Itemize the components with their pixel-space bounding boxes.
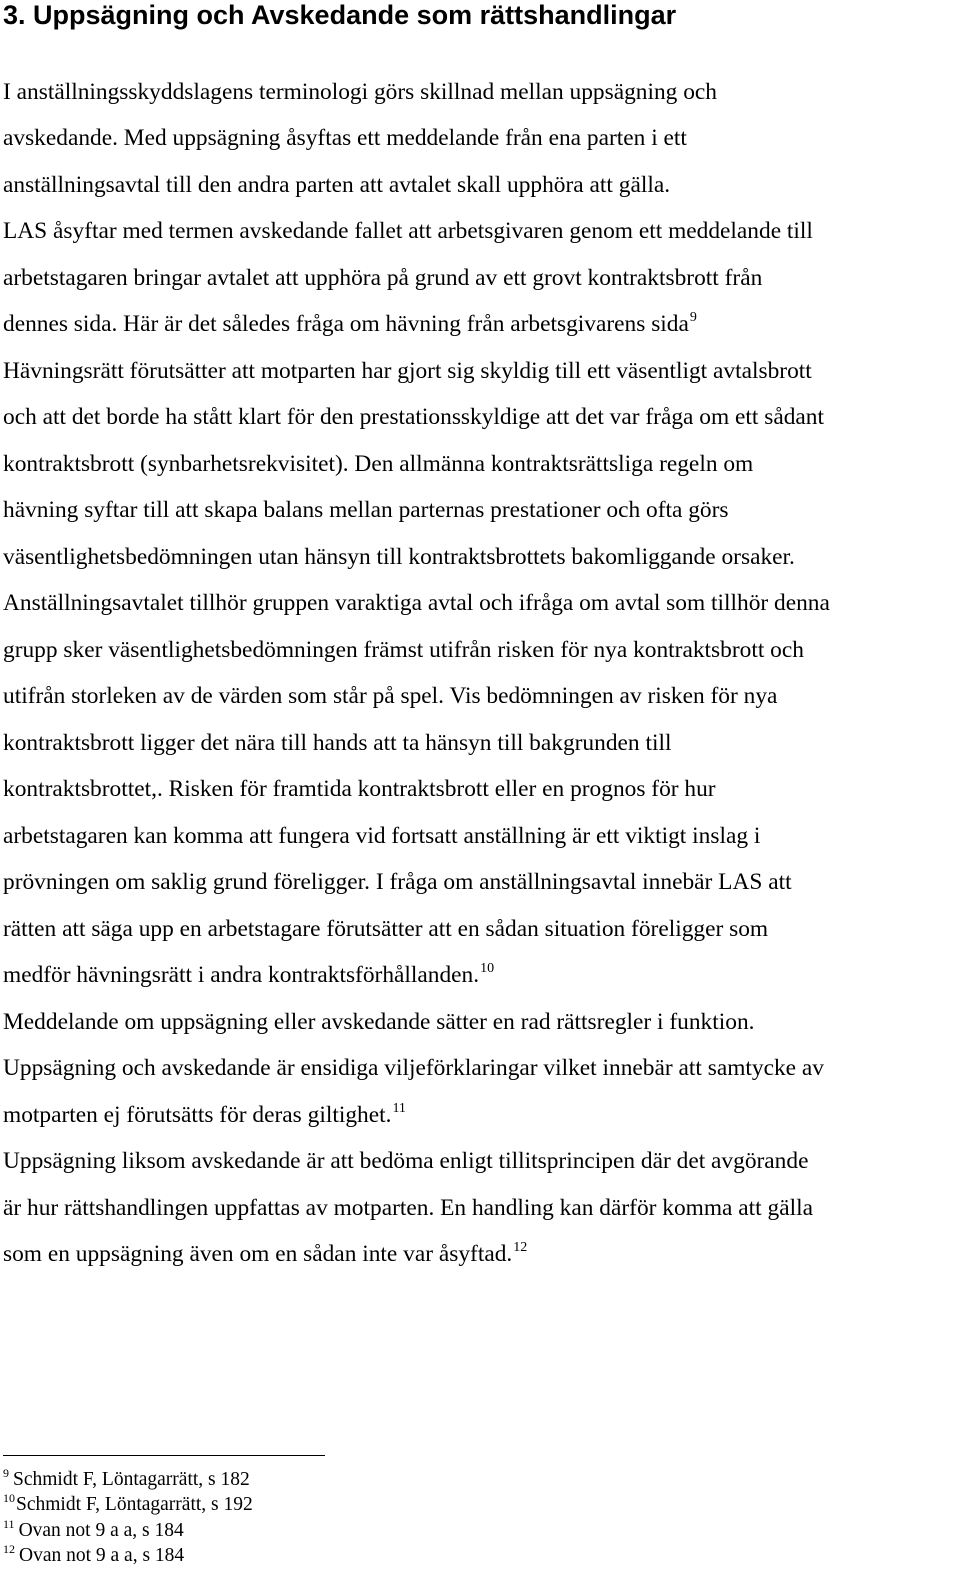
footnote: [3, 1493, 253, 1518]
body-line: Uppsägning liksom avskedande är att bedöma enligt tillitsprincipen där det avgörande: [3, 1148, 809, 1174]
body-line: arbetstagaren bringar avtalet att upphöra på grund av ett grovt kontraktsbrott från: [3, 265, 763, 291]
footnote-number: 9: [3, 1466, 9, 1480]
body-line: medför hävningsrätt i andra kontraktsförhållanden.$^{10}$: [3, 961, 495, 988]
footnote-text: Ovan not 9 a a, s 184: [18, 1520, 184, 1541]
body-line: I anställningsskyddslagens terminologi görs skillnad mellan uppsägning och: [3, 79, 717, 105]
body-line: som en uppsägning även om en sådan inte var åsyftad.$^{12}$: [3, 1240, 528, 1267]
footnote: [3, 1519, 184, 1544]
footnote-reference: 9: [689, 310, 697, 325]
body-line: avskedande. Med uppsägning åsyftas ett meddelande från ena parten i ett: [3, 125, 687, 151]
section-heading: 3. Uppsägning och Avskedande som rättshandlingar: [3, 0, 677, 30]
footnote: [3, 1468, 250, 1493]
body-line: Meddelande om uppsägning eller avskedande sätter en rad rättsregler i funktion.: [3, 1009, 755, 1035]
footnote-number: 12: [3, 1542, 15, 1556]
body-line: är hur rättshandlingen uppfattas av motparten. En handling kan därför komma att gälla: [3, 1195, 813, 1221]
body-line: väsentlighetsbedömningen utan hänsyn till kontraktsbrottets bakomliggande orsaker.: [3, 544, 795, 570]
footnote-reference: 12: [513, 1240, 528, 1255]
body-line: kontraktsbrott (synbarhetsrekvisitet). Den allmänna kontraktsrättsliga regeln om: [3, 451, 754, 477]
body-line: dennes sida. Här är det således fråga om hävning från arbetsgivarens sida$^9$: [3, 310, 697, 337]
footnote-reference: 11: [392, 1101, 406, 1116]
body-line: rätten att säga upp en arbetstagare förutsätter att en sådan situation föreligger som: [3, 916, 769, 942]
body-line: Hävningsrätt förutsätter att motparten har gjort sig skyldig till ett väsentligt avtalsbrott: [3, 358, 812, 384]
body-line: Uppsägning och avskedande är ensidiga viljeförklaringar vilket innebär att samtycke av: [3, 1055, 824, 1081]
footnote-reference: 10: [480, 961, 495, 976]
body-line: prövningen om saklig grund föreligger. I fråga om anställningsavtal innebär LAS att: [3, 869, 792, 895]
body-line: och att det borde ha stått klart för den prestationsskyldige att det var fråga om ett sådant: [3, 404, 825, 430]
body-line: kontraktsbrott ligger det nära till hands att ta hänsyn till bakgrunden till: [3, 730, 672, 756]
body-line: kontraktsbrottet,. Risken för framtida kontraktsbrott eller en prognos för hur: [3, 776, 716, 802]
body-line: grupp sker väsentlighetsbedömningen främst utifrån risken för nya kontraktsbrott och: [3, 637, 804, 663]
body-line: Anställningsavtalet tillhör gruppen varaktiga avtal och ifråga om avtal som tillhör denna: [3, 590, 830, 616]
footnote-text: Schmidt F, Löntagarrätt, s 182: [13, 1469, 250, 1490]
body-line: arbetstagaren kan komma att fungera vid fortsatt anställning är ett viktigt inslag i: [3, 823, 761, 849]
body-line: motparten ej förutsätts för deras giltighet.$^{11}$: [3, 1101, 406, 1128]
body-line: LAS åsyftar med termen avskedande fallet att arbetsgivaren genom ett meddelande till: [3, 218, 813, 244]
body-line: hävning syftar till att skapa balans mellan parternas prestationer och ofta görs: [3, 497, 729, 523]
body-line: anställningsavtal till den andra parten att avtalet skall upphöra att gälla.: [3, 172, 671, 198]
footnote-text: Schmidt F, Löntagarrätt, s 192: [16, 1494, 253, 1515]
footnote-text: Ovan not 9 a a, s 184: [19, 1545, 185, 1566]
body-line: utifrån storleken av de värden som står på spel. Vis bedömningen av risken för nya: [3, 683, 778, 709]
footnote-number: 11: [3, 1517, 15, 1531]
footnote-number: 10: [3, 1491, 15, 1505]
footnote-separator: [3, 1455, 325, 1456]
footnote: [3, 1544, 184, 1569]
